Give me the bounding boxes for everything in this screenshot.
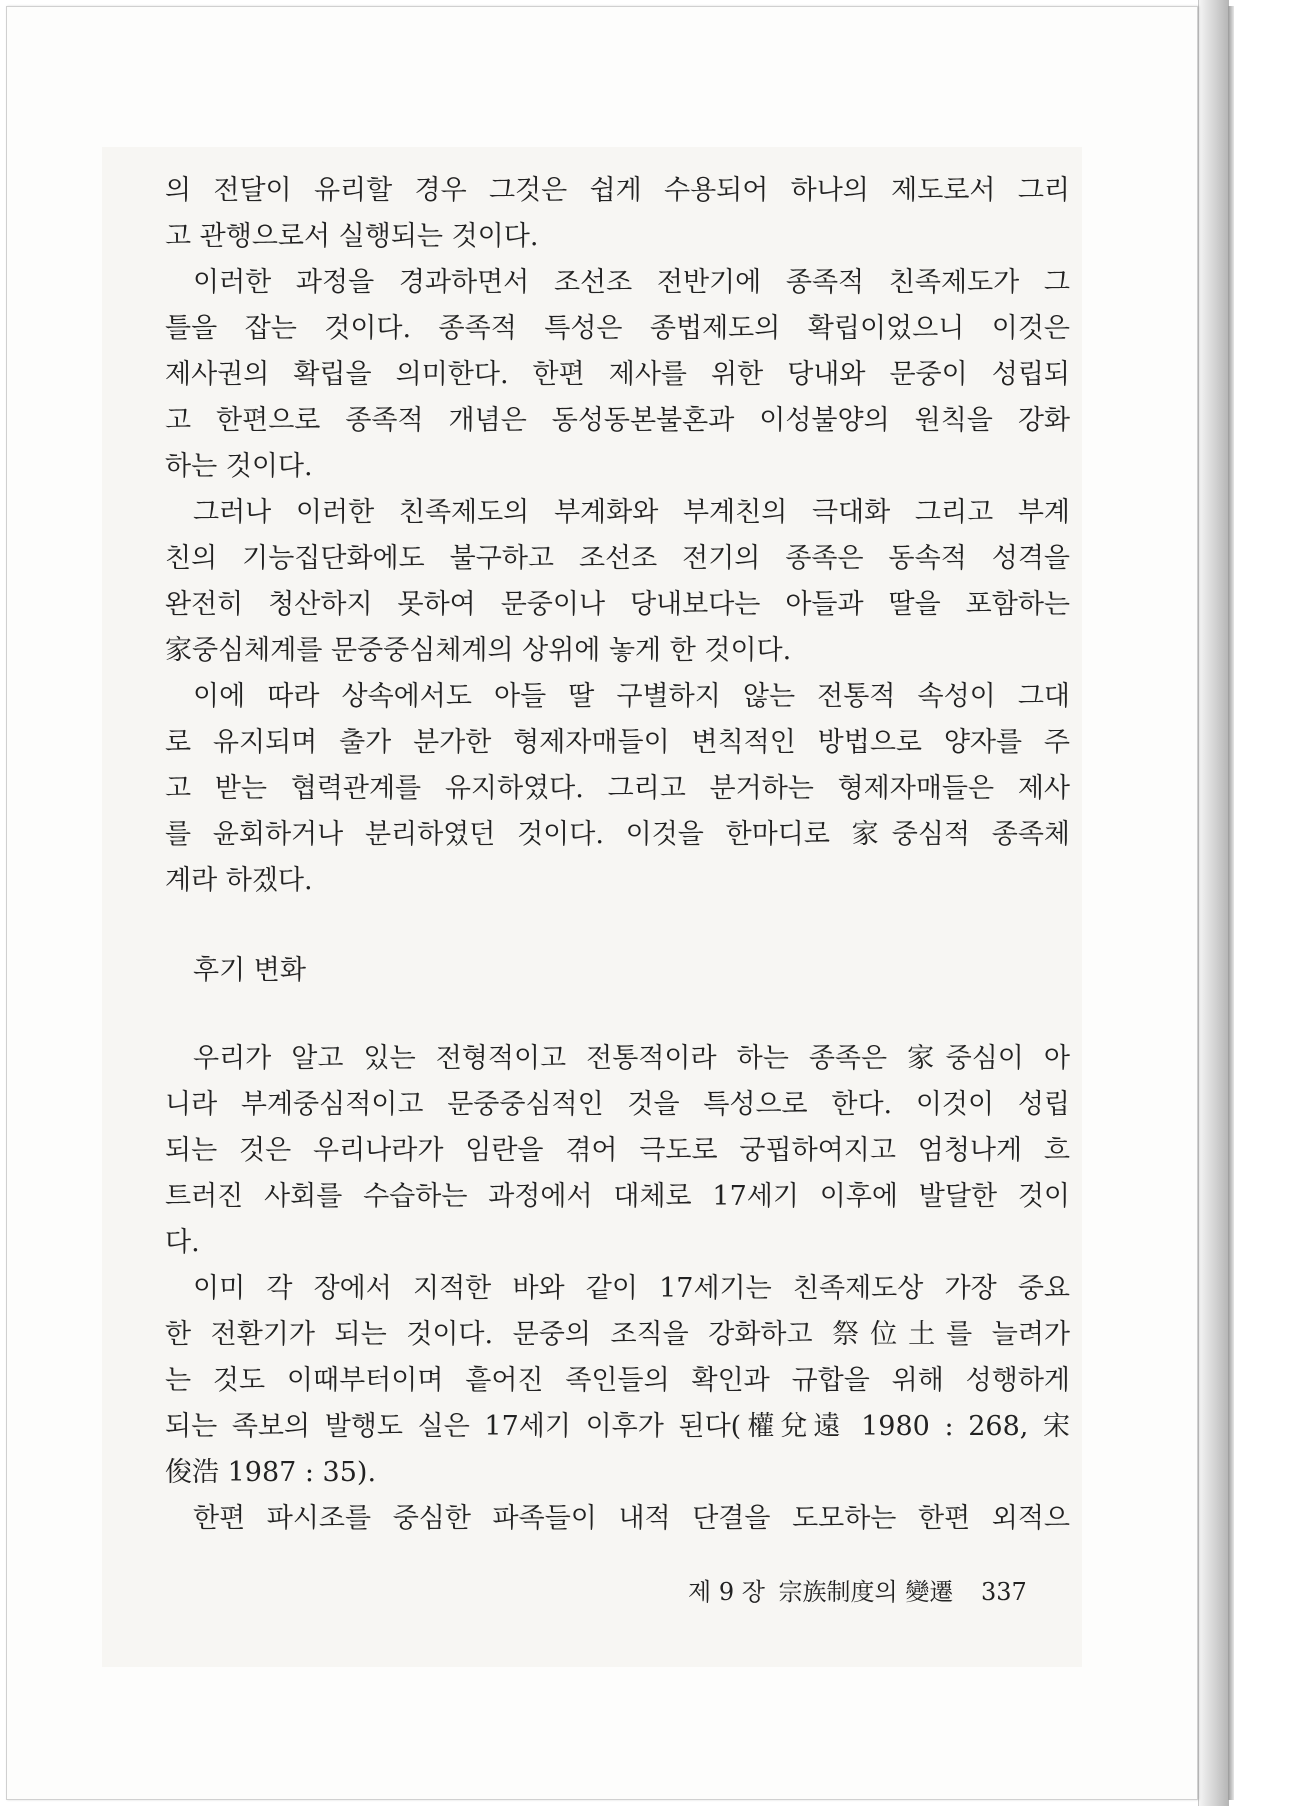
page-footer [688, 1572, 1033, 1612]
text-line: 친의 기능집단화에도 불구하고 조선조 전기의 종족은 동속적 성격을 [165, 543, 1070, 574]
text-line: 제사권의 확립을 의미한다. 한편 제사를 위한 당내와 문중이 성립되 [165, 359, 1070, 390]
text-line: 이러한 과정을 경과하면서 조선조 전반기에 종족적 친족제도가 그 [193, 267, 1070, 298]
text-line: 되는 족보의 발행도 실은 17세기 이후가 된다(權兌遠 1980 : 268, 宋 [165, 1411, 1070, 1442]
text-line: 계라 하겠다. [165, 865, 313, 896]
section-heading: 후기 변화 [193, 955, 306, 986]
chapter-label: 제 9 장 [688, 1578, 765, 1606]
text-line: 완전히 청산하지 못하여 문중이나 당내보다는 아들과 딸을 포함하는 [165, 589, 1070, 620]
text-line: 고 한편으로 종족적 개념은 동성동본불혼과 이성불양의 원칙을 강화 [165, 405, 1070, 436]
text-line: 고 관행으로서 실행되는 것이다. [165, 221, 539, 252]
page-edge [1198, 0, 1229, 1806]
text-line: 우리가 알고 있는 전형적이고 전통적이라 하는 종족은 家중심이 아 [193, 1043, 1070, 1074]
text-line: 의 전달이 유리할 경우 그것은 쉽게 수용되어 하나의 제도로서 그리 [165, 175, 1070, 206]
body-text-section-1 [165, 168, 1070, 904]
text-line: 고 받는 협력관계를 유지하였다. 그리고 분거하는 형제자매들은 제사 [165, 773, 1070, 804]
text-line: 家중심체계를 문중중심체계의 상위에 놓게 한 것이다. [165, 635, 792, 666]
text-line: 니라 부계중심적이고 문중중심적인 것을 특성으로 한다. 이것이 성립 [165, 1089, 1070, 1120]
text-line: 그러나 이러한 친족제도의 부계화와 부계친의 극대화 그리고 부계 [193, 497, 1070, 528]
text-line: 트러진 사회를 수습하는 과정에서 대체로 17세기 이후에 발달한 것이 [165, 1181, 1070, 1212]
text-line: 한편 파시조를 중심한 파족들이 내적 단결을 도모하는 한편 외적으 [193, 1503, 1070, 1534]
page-number: 337 [981, 1578, 1027, 1606]
text-line: 한 전환기가 되는 것이다. 문중의 조직을 강화하고 祭位土를 늘려가 [165, 1319, 1070, 1350]
text-line: 다. [165, 1227, 200, 1258]
text-line: 를 윤회하거나 분리하였던 것이다. 이것을 한마디로 家중심적 종족체 [165, 819, 1070, 850]
text-line: 하는 것이다. [165, 451, 313, 482]
text-line: 되는 것은 우리나라가 임란을 겪어 극도로 궁핍하여지고 엄청나게 흐 [165, 1135, 1070, 1166]
text-line: 로 유지되며 출가 분가한 형제자매들이 변칙적인 방법으로 양자를 주 [165, 727, 1070, 758]
text-line: 틀을 잡는 것이다. 종족적 특성은 종법제도의 확립이었으니 이것은 [165, 313, 1070, 344]
text-line: 는 것도 이때부터이며 흩어진 족인들의 확인과 규합을 위해 성행하게 [165, 1365, 1070, 1396]
page-shadow [1228, 6, 1234, 1800]
text-line: 俊浩 1987 : 35). [165, 1457, 377, 1488]
text-line: 이에 따라 상속에서도 아들 딸 구별하지 않는 전통적 속성이 그대 [193, 681, 1070, 712]
text-line: 이미 각 장에서 지적한 바와 같이 17세기는 친족제도상 가장 중요 [193, 1273, 1070, 1304]
chapter-title: 宗族制度의 變遷 [778, 1578, 954, 1606]
body-text-section-2 [165, 1036, 1070, 1542]
